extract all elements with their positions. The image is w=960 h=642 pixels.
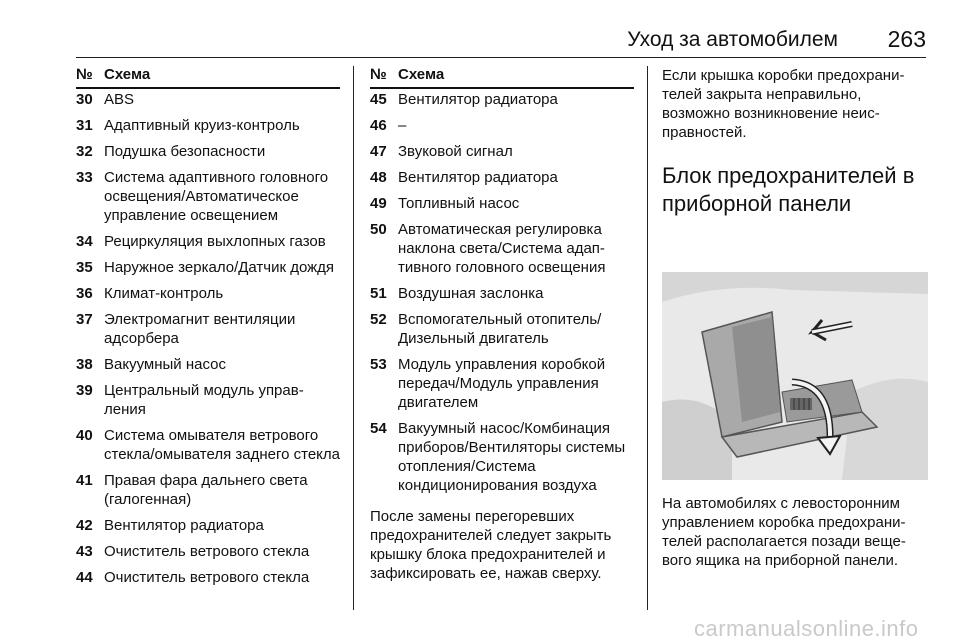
fuse-number: 38 [76,356,93,373]
fuse-number: 46 [370,117,387,134]
table-row [370,309,634,354]
fuse-circuit: Наружное зеркало/Датчик дождя [104,259,335,276]
column-divider-1 [353,66,354,610]
fuse-circuit: Правая фара дальнего света (галогенная) [104,472,308,508]
fuse-circuit: Центральный модуль управления [104,382,304,418]
fuse-circuit: Очиститель ветрового стекла [104,543,310,560]
location-paragraph: На автомобилях с левосторонним управлением коробка предохранителей располагается позади вещевого ящика на приборной панели. [662,495,906,569]
fuse-number: 41 [76,472,93,489]
table-row [76,470,340,515]
fuse-circuit: Климат-контроль [104,285,224,302]
fuse-circuit: Топливный насос [398,195,520,212]
table-row [370,193,634,219]
table-header-row [76,66,340,88]
table-row [76,257,340,283]
fuse-number: 34 [76,233,93,250]
column-header-num: № [370,66,398,88]
fuse-box-drawing [662,272,928,480]
fuse-circuit: Вентилятор радиатора [398,91,558,108]
table-row [76,354,340,380]
section-heading: Блок предохранителей в приборной панели [662,163,915,216]
column-header-scheme: Схема [104,66,340,88]
fuse-circuit: Система омывателя ветрового стекла/омывателя заднего стекла [104,427,340,463]
fuse-number: 49 [370,195,387,212]
fuse-circuit: Подушка безопасности [104,143,266,160]
table-row [76,567,340,593]
fuse-circuit: Вспомогательный отопитель/ Дизельный двигатель [398,311,602,347]
fuse-number: 35 [76,259,93,276]
fuse-number: 33 [76,169,93,186]
column-divider-2 [647,66,648,610]
closing-instructions-paragraph: После замены перегоревших предохранителей следует закрыть крышку блока предохранителей и зафиксировать ее, нажав сверху. [370,508,612,582]
column-header-scheme: Схема [398,66,634,88]
table-row [76,167,340,231]
fuse-box-illustration [662,272,928,480]
table-row [76,425,340,470]
fuse-circuit: – [398,117,407,134]
table-row [370,219,634,283]
table-row [76,115,340,141]
middle-column [370,66,634,583]
table-row [370,115,634,141]
fuse-number: 42 [76,517,93,534]
left-column [76,66,340,593]
right-column [662,66,928,570]
section-title: Уход за автомобилем [627,28,838,51]
table-row [76,380,340,425]
fuse-circuit: Вентилятор радиатора [398,169,558,186]
fuse-number: 53 [370,356,387,373]
watermark-text: carmanualsonline.info [694,616,919,641]
fuse-table-left [76,66,340,593]
fuse-circuit: Адаптивный круиз-контроль [104,117,300,134]
fuse-circuit: ABS [104,91,135,108]
fuse-number: 52 [370,311,387,328]
fuse-number: 37 [76,311,93,328]
table-row [370,141,634,167]
table-row [76,88,340,115]
table-row [76,515,340,541]
column-header-num: № [76,66,104,88]
fuse-circuit: Автоматическая регулировка наклона света/Система адаптивного головного освещения [398,221,606,276]
page-number: 263 [887,26,926,52]
fuse-circuit: Модуль управления коробкой передач/Модуль управления двигателем [398,356,606,411]
table-row [76,309,340,354]
fuse-number: 39 [76,382,93,399]
fuse-circuit: Рециркуляция выхлопных газов [104,233,326,250]
fuse-circuit: Звуковой сигнал [398,143,513,160]
fuse-number: 31 [76,117,93,134]
table-row [370,354,634,418]
fuse-circuit: Вакуумный насос [104,356,226,373]
cover-warning-paragraph: Если крышка коробки предохранителей закрыта неправильно, возможно возникновение неисправностей. [662,67,905,141]
page-header [76,26,926,58]
fuse-table-middle [370,66,634,501]
fuse-number: 44 [76,569,93,586]
fuse-circuit: Вентилятор радиатора [104,517,264,534]
fuse-number: 43 [76,543,93,560]
fuse-circuit: Система адаптивного головного освещения/Автоматическое управление освещением [104,169,329,224]
table-row [370,283,634,309]
fuse-number: 54 [370,420,387,437]
table-row [370,418,634,501]
fuse-number: 51 [370,285,387,302]
fuse-circuit: Воздушная заслонка [398,285,544,302]
table-row [370,88,634,115]
fuse-number: 48 [370,169,387,186]
fuse-number: 50 [370,221,387,238]
fuse-number: 45 [370,91,387,108]
fuse-number: 32 [76,143,93,160]
fuse-number: 40 [76,427,93,444]
table-row [370,167,634,193]
fuse-number: 47 [370,143,387,160]
fuse-circuit: Очиститель ветрового стекла [104,569,310,586]
table-row [76,541,340,567]
table-row [76,283,340,309]
table-row [76,231,340,257]
table-header-row [370,66,634,88]
fuse-number: 36 [76,285,93,302]
fuse-number: 30 [76,91,93,108]
fuse-circuit: Вакуумный насос/Комбинация приборов/Вентиляторы системы отопления/Система кондиционирования воздуха [398,420,626,494]
table-row [76,141,340,167]
header-rule [76,57,926,58]
fuse-table-left-body [76,88,340,593]
fuse-circuit: Электромагнит вентиляции адсорбера [104,311,296,347]
fuse-table-middle-body [370,88,634,501]
